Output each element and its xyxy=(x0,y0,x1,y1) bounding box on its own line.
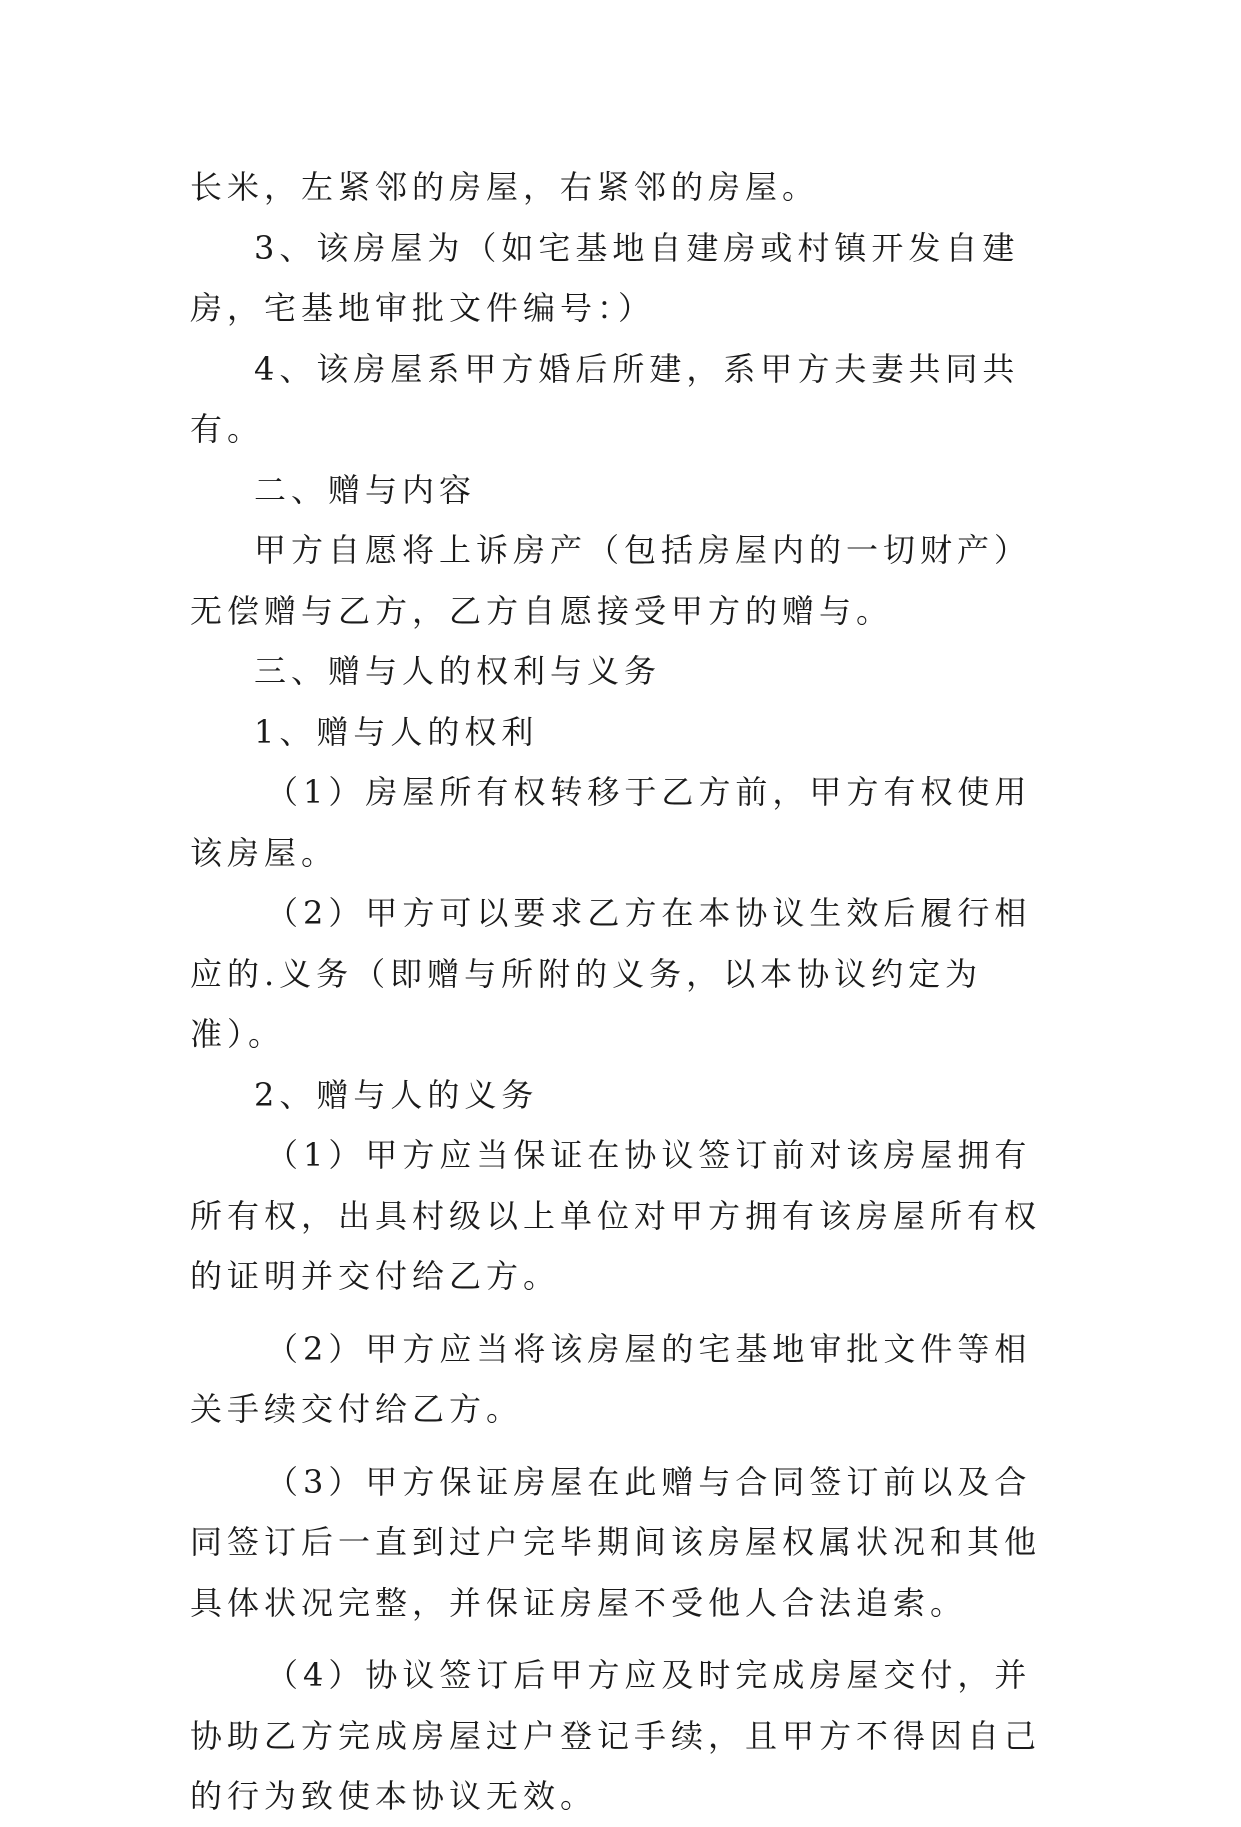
paragraph-right-1: （1）房屋所有权转移于乙方前，甲方有权使用该房屋。 xyxy=(190,773,1032,872)
paragraph-item-3: 3、该房屋为（如宅基地自建房或村镇开发自建房，宅基地审批文件编号：） xyxy=(190,228,1020,327)
paragraph-obligation-1: （1）甲方应当保证在协议签订前对该房屋拥有所有权，出具村级以上单位对甲方拥有该房屋所有权的证明并交付给乙方。 xyxy=(190,1136,1042,1295)
section-heading-3: 三、赠与人的权利与义务 xyxy=(254,652,662,690)
paragraph-obligation-4: （4）协议签订后甲方应及时完成房屋交付，并协助乙方完成房屋过户登记手续，且甲方不得因自己的行为致使本协议无效。 xyxy=(190,1656,1042,1815)
paragraph-right-2: （2）甲方可以要求乙方在本协议生效后履行相应的.义务（即赠与所附的义务，以本协议约定为准）。 xyxy=(190,894,1032,1053)
paragraph-item-4: 4、该房屋系甲方婚后所建，系甲方夫妻共同共有。 xyxy=(190,349,1020,448)
paragraph-gift-content: 甲方自愿将上诉房产（包括房屋内的一切财产）无偿赠与乙方，乙方自愿接受甲方的赠与。 xyxy=(190,531,1032,630)
section-heading-2: 二、赠与内容 xyxy=(254,470,477,509)
paragraph-obligation-3: （3）甲方保证房屋在此赠与合同签订前以及合同签订后一直到过户完毕期间该房屋权属状况和其他具体状况完整，并保证房屋不受他人合法追索。 xyxy=(190,1462,1042,1622)
subheading-donor-obligations: 2、赠与人的义务 xyxy=(254,1075,539,1114)
subheading-donor-rights: 1、赠与人的权利 xyxy=(254,712,539,751)
paragraph-continuation: 长米，左紧邻的房屋，右紧邻的房屋。 xyxy=(190,168,820,206)
document-body xyxy=(190,157,1050,1827)
paragraph-obligation-2: （2）甲方应当将该房屋的宅基地审批文件等相关手续交付给乙方。 xyxy=(190,1329,1032,1428)
